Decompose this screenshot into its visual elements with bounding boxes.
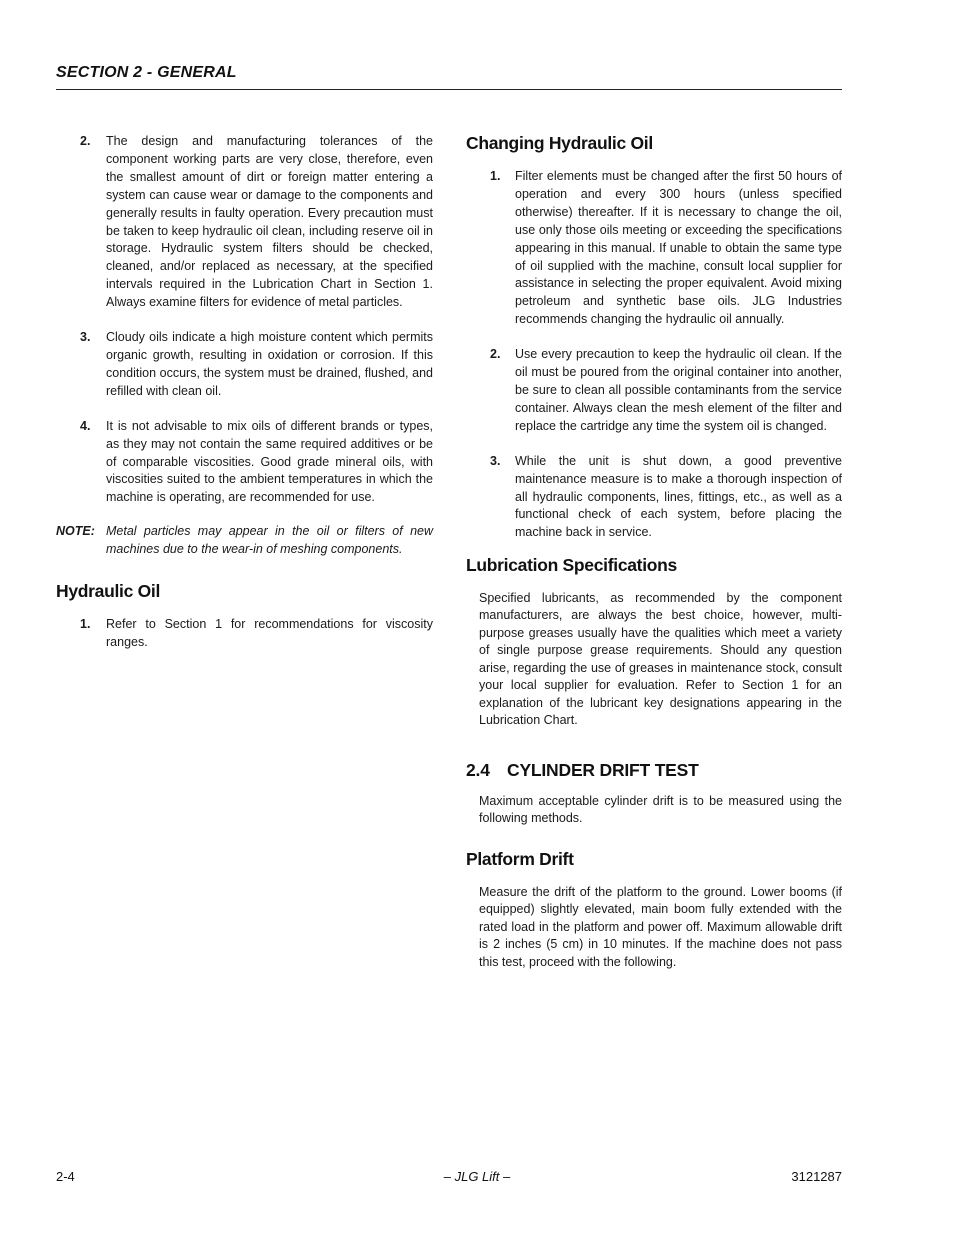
list-item-text: Use every precaution to keep the hydraulic oil clean. If the oil must be poured from the original container into another, be sure to clean all possible contaminants from the service container. Always clean the mesh element of the filter and replace the cartridge any time the system oil is changed.: [515, 347, 842, 433]
list-item-number: 3.: [490, 453, 501, 468]
list-item-text: The design and manufacturing tolerances of the component working parts are very close, therefore, even the smallest amount of dirt or foreign matter entering a system can cause wear or damage to the components and generally results in faulty operation. Every precaution must be taken to keep hydraulic oil clean, including reserve oil in storage. Hydraulic system filters should be checked, cleaned, and/or replaced as necessary, at the specified intervals required in the Lubrication Chart in Section 1. Always examine filters for evidence of metal particles.: [106, 134, 433, 310]
right-column: [466, 133, 842, 971]
list-item: [56, 133, 433, 312]
platform-drift-paragraph: Measure the drift of the platform to the ground. Lower booms (if equipped) slightly elevated, main boom fully extended with the rated load in the platform and power off. Maximum allowable drift is 2 inches (5 cm) in 10 minutes. If the machine does not pass this test, proceed with the following.: [479, 884, 842, 969]
lubrication-paragraph: Specified lubricants, as recommended by the component manufacturers, are always the best choice, however, multi-purpose greases usually have the qualities which meet a variety of single purpose grease requirements. Should any question arise, regarding the use of greases in maintenance stock, consult your local supplier for evaluation. Refer to Section 1 for an explanation of the lubricant key designations appearing in the Lubrication Chart.: [479, 590, 842, 728]
header-divider: [56, 89, 842, 90]
list-item-text: Refer to Section 1 for recommendations for viscosity ranges.: [106, 617, 433, 650]
list-item-text: Cloudy oils indicate a high moisture content which permits organic growth, resulting in oxidation or corrosion. If this condition occurs, the system must be drained, flushed, and refilled with clean oil.: [106, 330, 433, 398]
list-item: [466, 453, 842, 543]
section-number: 2.4: [466, 759, 490, 780]
list-item-number: 2.: [490, 347, 501, 362]
heading-platform-drift: Platform Drift: [466, 848, 574, 869]
note-text: Metal particles may appear in the oil or filters of new machines due to the wear-in of meshing components.: [106, 524, 433, 557]
list-item-number: 1.: [80, 617, 91, 632]
list-item-text: Filter elements must be changed after the first 50 hours of operation and every 300 hours (unless specified otherwise) thereafter. If it is necessary to change the oil, use only those oils meeting or exceeding the specifications appearing in this manual. If unable to obtain the same type of oil supplied with the machine, consult local supplier for assistance in selecting the proper equivalent. Avoid mixing petroleum and synthetic base oils. JLG Industries recommends changing the hydraulic oil annually.: [515, 169, 842, 327]
list-item: [56, 418, 433, 508]
heading-changing-hydraulic-oil: Changing Hydraulic Oil: [466, 133, 653, 153]
section-heading: [466, 760, 842, 781]
list-item-number: 3.: [80, 330, 91, 345]
list-item-number: 2.: [80, 134, 91, 148]
list-item: [56, 329, 433, 401]
note: [56, 522, 433, 558]
page-number: 2-4: [56, 1169, 75, 1184]
note-label: NOTE:: [56, 524, 95, 539]
list-item-number: 4.: [80, 418, 91, 433]
list-item-number: 1.: [490, 169, 501, 183]
section-title: SECTION 2 - GENERAL: [56, 64, 237, 81]
footer-center: – JLG Lift –: [443, 1169, 511, 1184]
list-item: [466, 168, 842, 329]
drift-test-paragraph: Maximum acceptable cylinder drift is to be measured using the following methods.: [479, 793, 842, 826]
list-item: [56, 616, 433, 652]
heading-hydraulic-oil: Hydraulic Oil: [56, 581, 161, 602]
list-item-text: While the unit is shut down, a good preventive maintenance measure is to make a thorough inspection of all hydraulic components, lines, fittings, etc., as well as a functional check of each system, before placing the machine back in service.: [515, 453, 842, 540]
left-column: [56, 133, 433, 664]
list-item-text: It is not advisable to mix oils of different brands or types, as they may not contain the same required additives or be of comparable viscosities. Good grade mineral oils, with viscosities suited to the ambient temperatures in which the machine is operating, are recommended for use.: [106, 418, 433, 505]
doc-number: 3121287: [791, 1169, 842, 1184]
section-heading-text: CYLINDER DRIFT TEST: [507, 759, 699, 780]
list-item: [466, 346, 842, 436]
heading-lubrication-specifications: Lubrication Specifications: [466, 554, 677, 575]
